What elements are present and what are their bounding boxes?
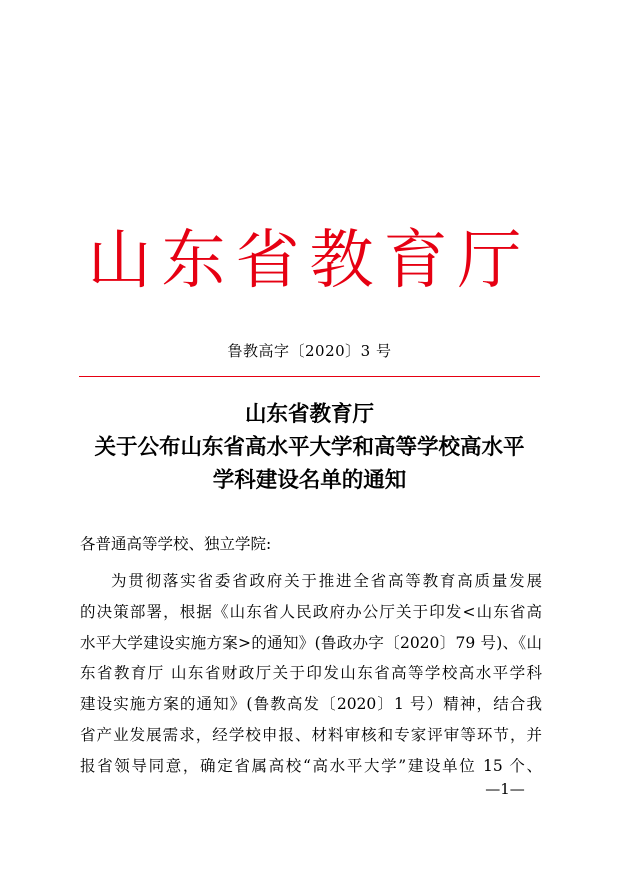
body-line: 建设实施方案的通知》(鲁教高发〔2020〕1 号）精神，结合我 [80,695,542,714]
body-line: 东省教育厅 山东省财政厅关于印发山东省高等学校高水平学科 [80,664,542,683]
body-line: 省产业发展需求，经学校申报、材料审核和专家评审等环节，并 [80,725,542,744]
body-line: 报省领导同意，确定省属高校“高水平大学”建设单位 15 个、 [80,756,542,775]
notice-title [40,398,579,497]
title-line-1: 山东省教育厅 [244,402,374,427]
agency-header: 山东省教育厅 [87,224,532,298]
body-line: 水平大学建设实施方案>的通知》(鲁政办字〔2020〕79 号)、《山 [80,633,542,652]
body-paragraph [80,566,542,782]
body-line: 为贯彻落实省委省政府关于推进全省高等教育高质量发展 [111,572,542,590]
document-number: 鲁教高字〔2020〕3 号 [227,342,392,360]
red-separator-line [79,376,540,377]
title-line-3: 学科建设名单的通知 [212,468,407,493]
page-number: —1— [485,780,525,798]
title-line-2: 关于公布山东省高水平大学和高等学校高水平 [94,435,525,460]
salutation: 各普通高等学校、独立学院: [80,535,272,553]
body-line: 的决策部署，根据《山东省人民政府办公厅关于印发<山东省高 [80,602,542,621]
